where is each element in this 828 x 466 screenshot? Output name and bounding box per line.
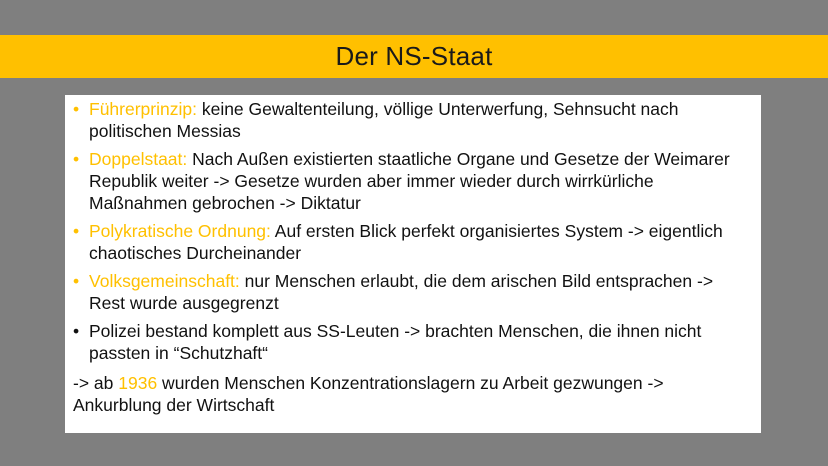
bullet-text: keine Gewaltenteilung, völlige Unterwerfung, Sehnsucht nach politischen Messias — [89, 99, 679, 141]
title-bar — [0, 35, 828, 78]
bullet-item-fuehrerprinzip — [73, 98, 751, 142]
bullet-dot: • — [73, 271, 80, 291]
bullet-term: Polykratische Ordnung: — [89, 221, 271, 241]
bullet-item-polizei — [73, 320, 751, 364]
bullet-term: Doppelstaat: — [89, 149, 188, 169]
bullet-item-polykratische-ordnung — [73, 220, 751, 264]
bullet-dot: • — [73, 221, 80, 241]
bullet-list — [73, 98, 751, 364]
closing-suffix: wurden Menschen Konzentrationslagern zu Arbeit gezwungen -> Ankurblung der Wirtschaft — [73, 373, 664, 415]
closing-prefix: -> ab — [73, 373, 119, 393]
bullet-dot: • — [73, 99, 80, 119]
bullet-text: Auf ersten Blick perfekt organisiertes System -> eigentlich chaotisches Durcheinander — [89, 221, 723, 263]
bullet-term: Führerprinzip: — [89, 99, 197, 119]
bullet-item-doppelstaat — [73, 148, 751, 214]
closing-note — [73, 372, 751, 416]
slide-title: Der NS-Staat — [335, 41, 493, 71]
bullet-text: nur Menschen erlaubt, die dem arischen Bild entsprachen -> Rest wurde ausgegrenzt — [89, 271, 714, 313]
bullet-dot: • — [73, 149, 80, 169]
bullet-text: Nach Außen existierten staatliche Organe und Gesetze der Weimarer Republik weiter -> Gesetze wurden aber immer wieder durch wirrkürliche Maßnahmen gebrochen -> Diktatur — [89, 149, 730, 213]
closing-year: 1936 — [118, 373, 158, 393]
bullet-term: Volksgemeinschaft: — [89, 271, 240, 291]
content-box — [65, 95, 761, 433]
bullet-text: Polizei bestand komplett aus SS-Leuten -> brachten Menschen, die ihnen nicht passten in “Schutzhaft“ — [89, 321, 702, 363]
bullet-item-volksgemeinschaft — [73, 270, 751, 314]
bullet-dot: • — [73, 321, 80, 341]
